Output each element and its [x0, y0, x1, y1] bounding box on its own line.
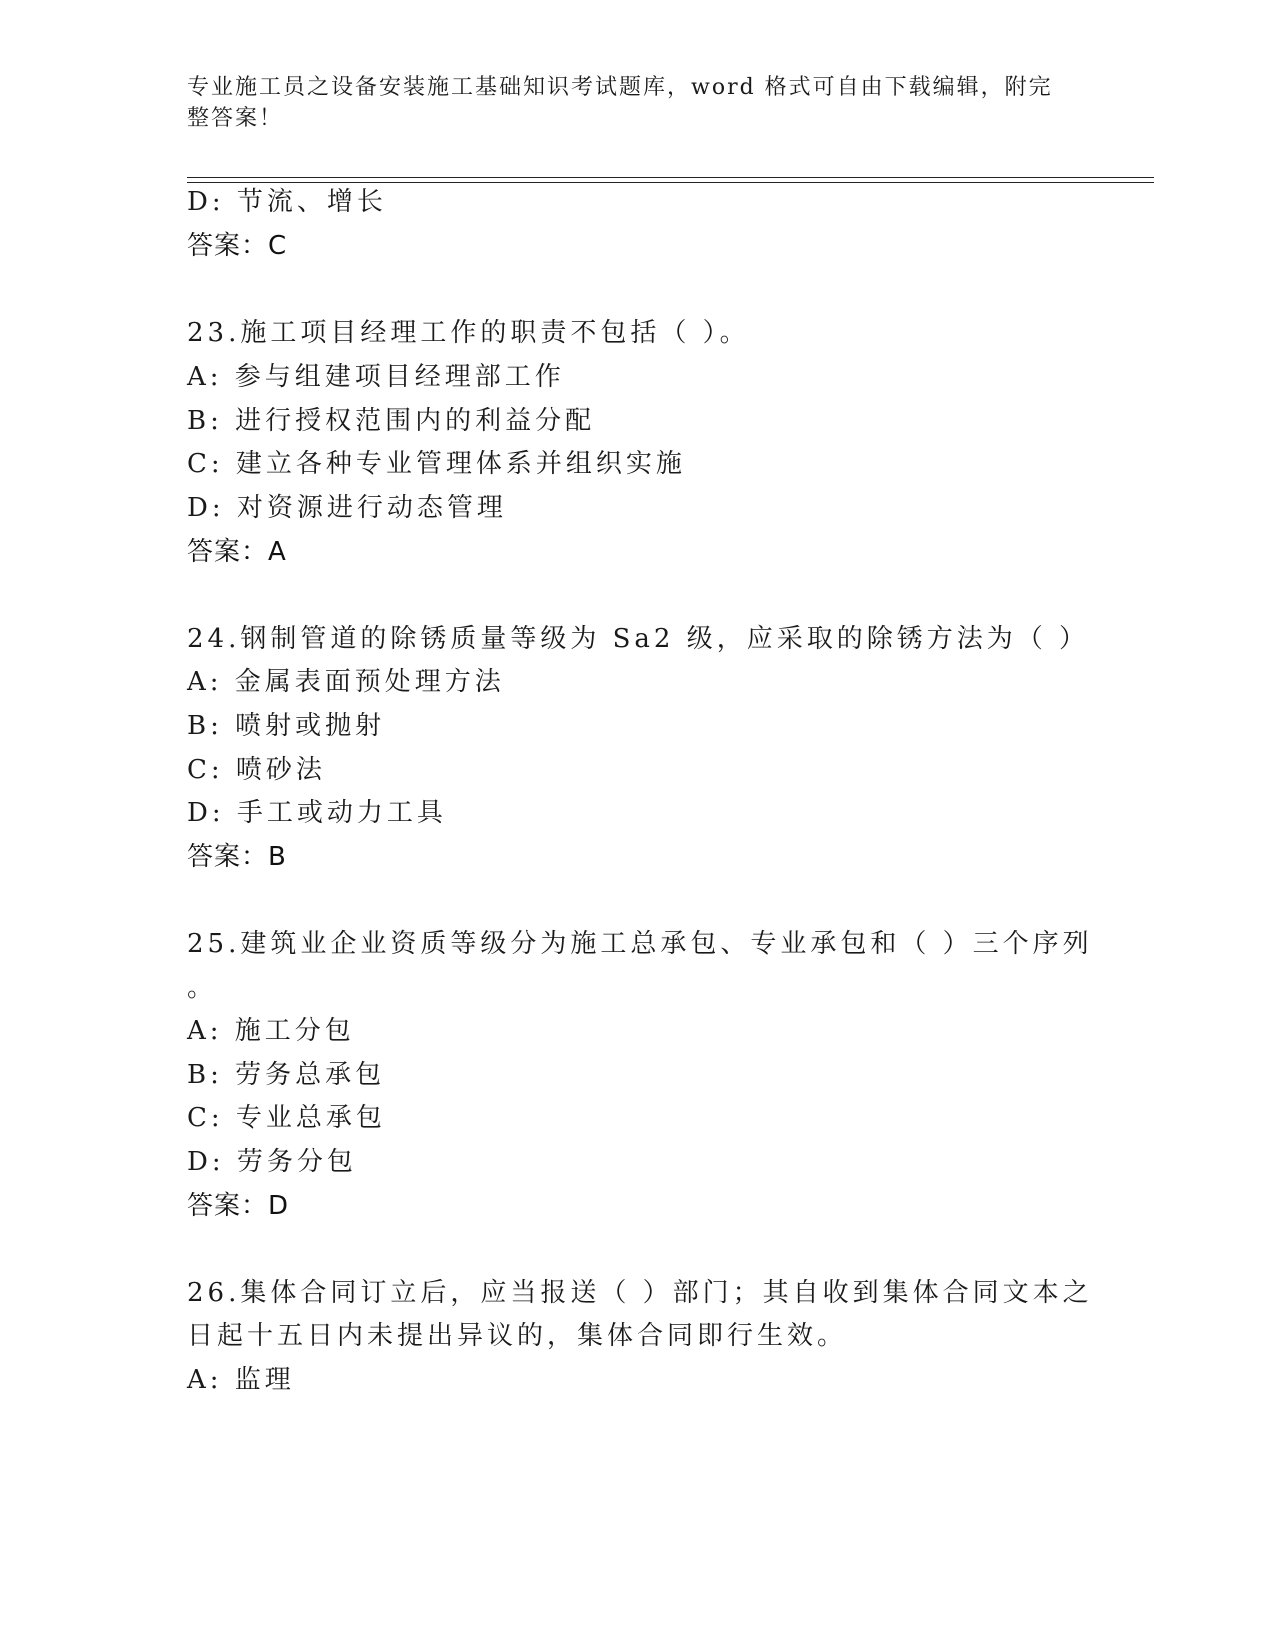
option-line: B: 进行授权范围内的利益分配 — [187, 406, 596, 436]
option-line: C: 建立各种专业管理体系并组织实施 — [187, 449, 686, 479]
option-line: C: 喷砂法 — [187, 755, 326, 785]
option-line: B: 劳务总承包 — [187, 1060, 386, 1090]
option-line: C: 专业总承包 — [187, 1103, 386, 1133]
option-line: D: 劳务分包 — [187, 1147, 357, 1177]
question-text-continuation: 。 — [187, 973, 218, 1003]
option-line: D: 对资源进行动态管理 — [187, 493, 507, 523]
document-header: 专业施工员之设备安装施工基础知识考试题库，word 格式可自由下载编辑，附完整答案！ — [187, 75, 1053, 131]
header-rule-bottom — [187, 182, 1154, 183]
option-line: A: 参与组建项目经理部工作 — [187, 362, 565, 392]
question-text: 23.施工项目经理工作的职责不包括（ ）。 — [187, 318, 750, 348]
option-line: A: 监理 — [187, 1365, 295, 1395]
answer-line: 答案：D — [187, 1191, 290, 1221]
question-text: 24.钢制管道的除锈质量等级为 Sa2 级，应采取的除锈方法为（ ） — [187, 624, 1089, 654]
option-line: A: 金属表面预处理方法 — [187, 667, 505, 697]
option-line: D: 节流、增长 — [187, 187, 387, 217]
question-text: 25.建筑业企业资质等级分为施工总承包、专业承包和（ ）三个序列 — [187, 929, 1093, 959]
answer-line: 答案：A — [187, 537, 287, 567]
option-line: D: 手工或动力工具 — [187, 798, 447, 828]
question-text: 26.集体合同订立后，应当报送（ ）部门；其自收到集体合同文本之 — [187, 1278, 1093, 1308]
header-rule-top — [187, 177, 1154, 178]
answer-line: 答案：C — [187, 231, 288, 261]
answer-line: 答案：B — [187, 842, 287, 872]
option-line: B: 喷射或抛射 — [187, 711, 386, 741]
question-text-continuation: 日起十五日内未提出异议的，集体合同即行生效。 — [187, 1321, 848, 1351]
option-line: A: 施工分包 — [187, 1016, 355, 1046]
